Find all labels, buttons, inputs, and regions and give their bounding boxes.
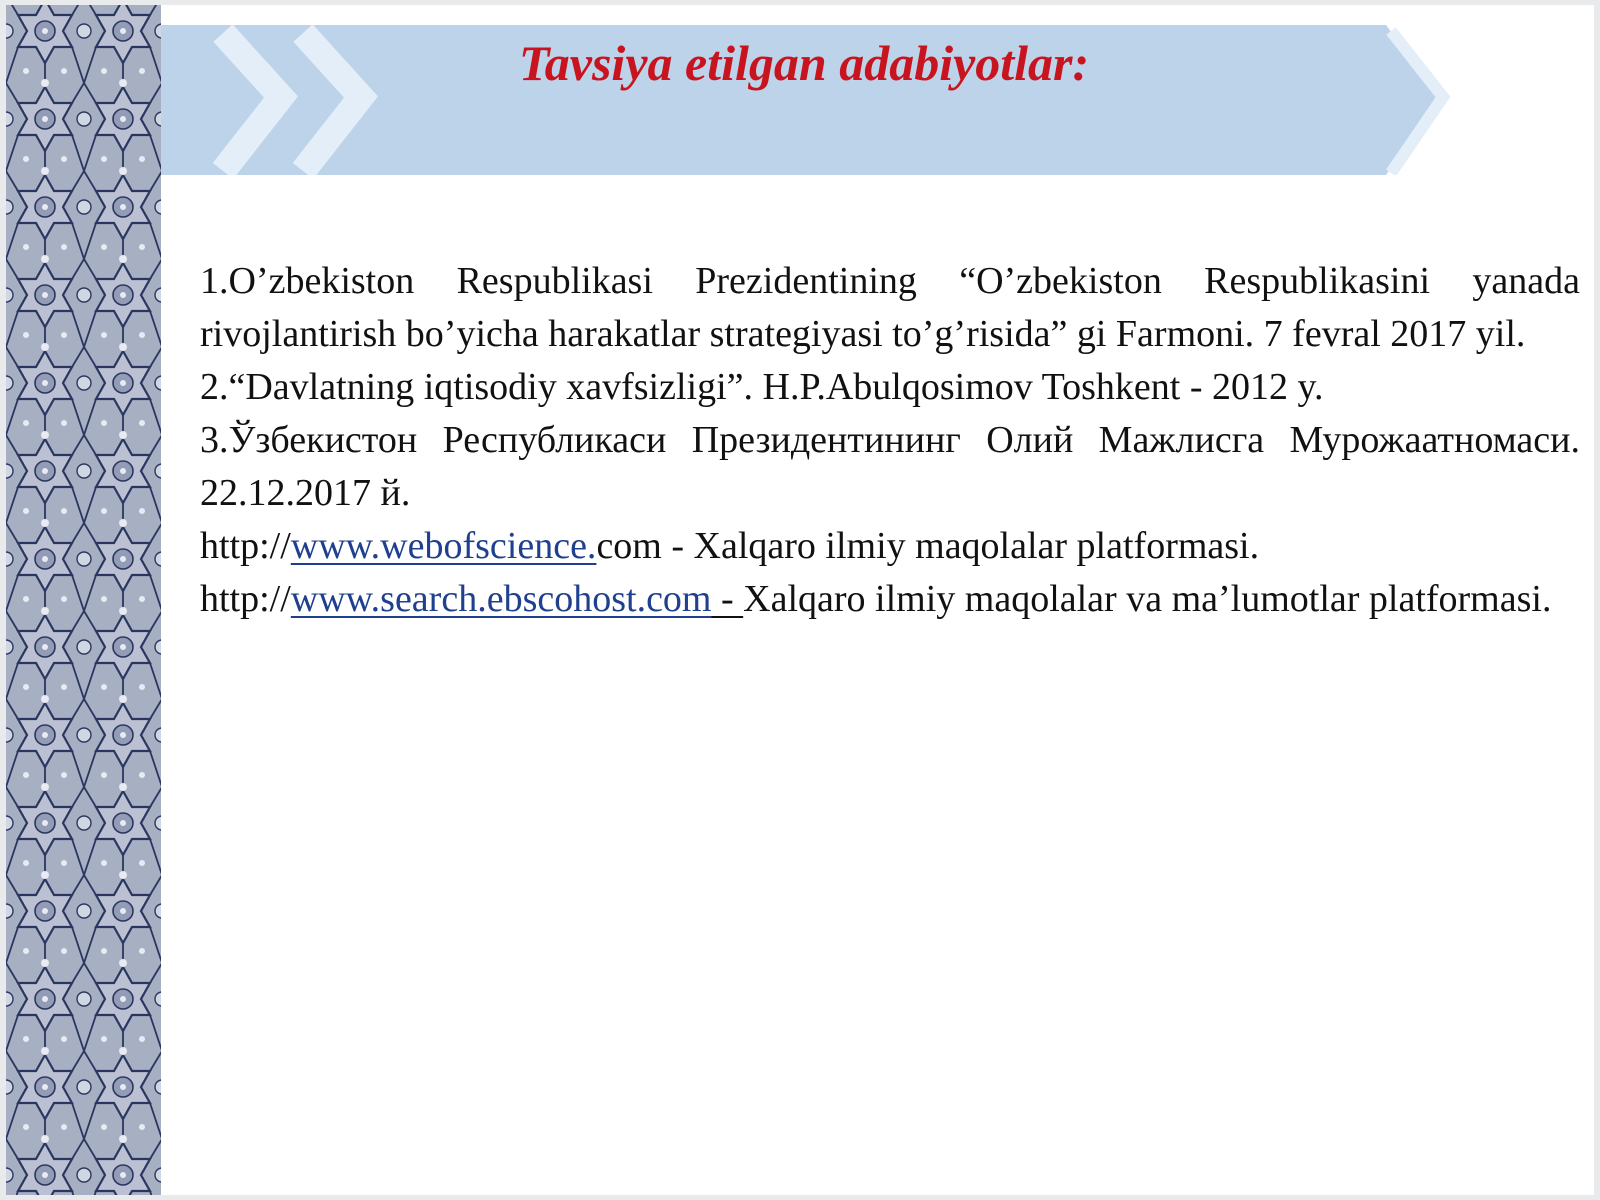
references-list bbox=[200, 255, 1580, 626]
reference-description: com - Xalqaro ilmiy maqolalar platformasi. bbox=[596, 525, 1260, 567]
reference-item-5 bbox=[200, 573, 1580, 626]
url-prefix: http:// bbox=[200, 525, 291, 567]
ebscohost-link[interactable]: www.search.ebscohost.com bbox=[290, 578, 712, 620]
reference-description: Xalqaro ilmiy maqolalar va ma’lumotlar platformasi. bbox=[743, 578, 1552, 620]
reference-item-4 bbox=[200, 520, 1580, 573]
slide-title: Tavsiya etilgan adabiyotlar: bbox=[518, 35, 1090, 91]
slide bbox=[6, 5, 1594, 1195]
link-dash: - bbox=[711, 578, 744, 620]
ornament-pattern-graphic bbox=[6, 5, 161, 1195]
webofscience-link[interactable]: www.webofscience. bbox=[290, 525, 597, 567]
url-prefix: http:// bbox=[200, 578, 291, 620]
ornament-strip bbox=[6, 5, 161, 1195]
reference-item-1: 1.O’zbekiston Respublikasi Prezidentining “O’zbekiston Respublikasini yanada rivojlantirish bo’yicha harakatlar strategiyasi to’g’risida” gi Farmoni. 7 fevral 2017 yil. bbox=[200, 260, 1580, 355]
reference-item-3: 3.Ўзбекистон Республикаси Президентининг Олий Мажлисга Мурожаатномаси. 22.12.2017 й. bbox=[200, 419, 1580, 514]
reference-item-2: 2.“Davlatning iqtisodiy xavfsizligi”. H.P.Abulqosimov Toshkent - 2012 y. bbox=[200, 366, 1324, 408]
